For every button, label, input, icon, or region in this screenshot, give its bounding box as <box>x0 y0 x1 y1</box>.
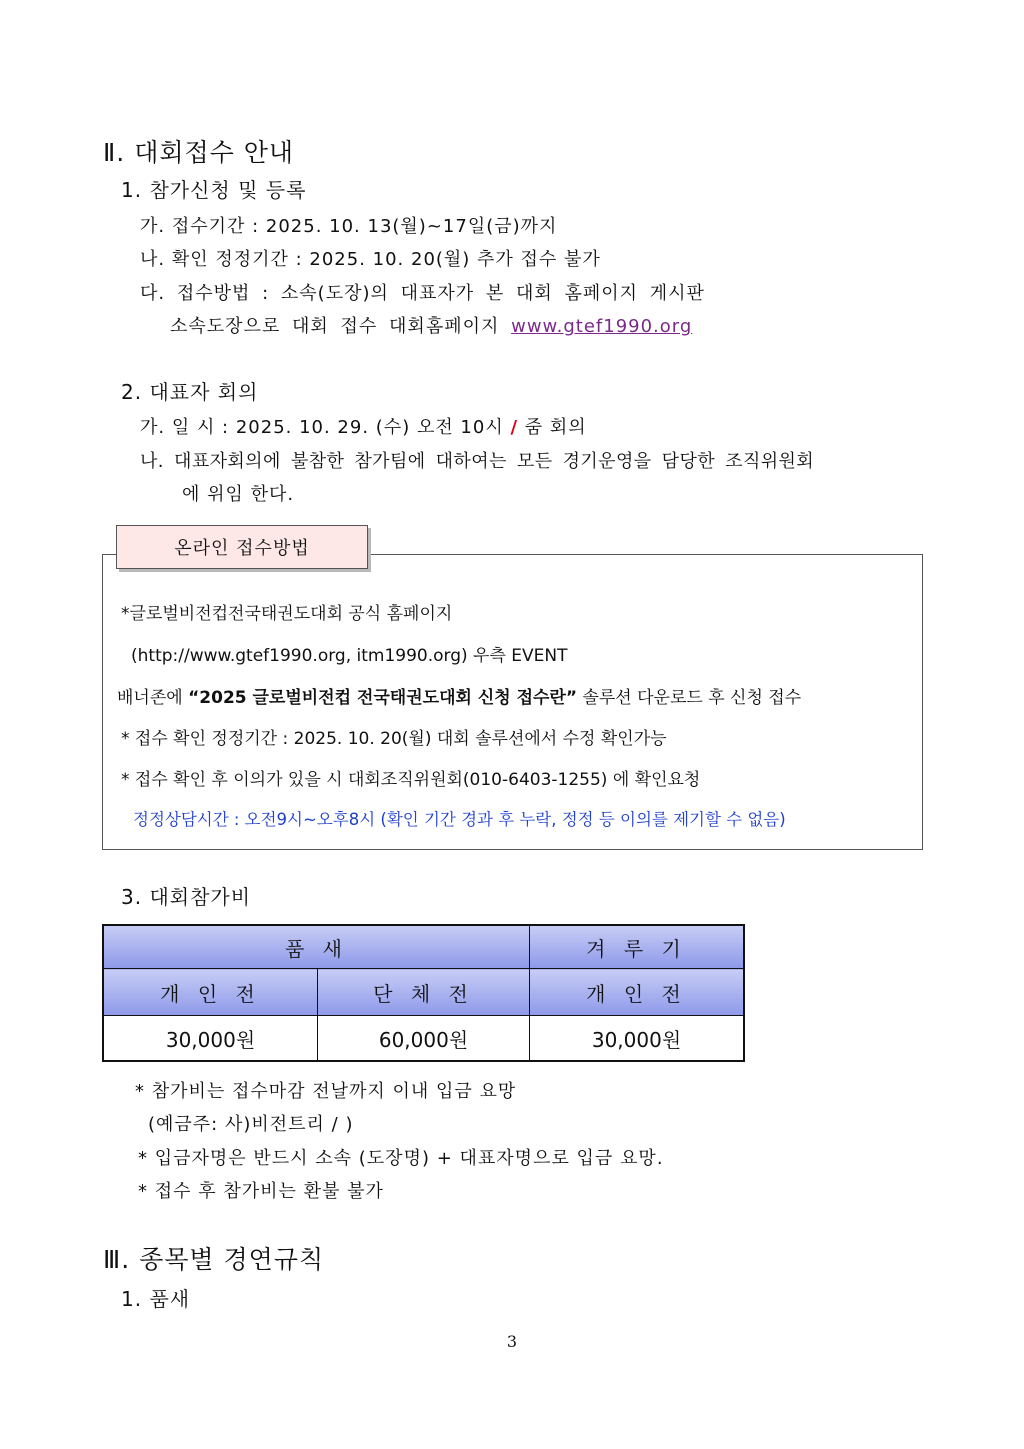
online-line-3-bold: “2025 글로벌비전컵 전국태권도대회 신청 접수란” <box>188 688 578 708</box>
fee-table <box>102 924 745 1062</box>
online-line-1: *글로벌비전컵전국태권도대회 공식 홈페이지 <box>121 604 453 624</box>
online-line-6: 정정상담시간 : 오전9시~오후8시 (확인 기간 경과 후 누락, 정정 등 이의를 제기할 수 없음) <box>133 810 786 829</box>
correction-period: 나. 확인 정정기간 : 2025. 10. 20(월) 추가 접수 불가 <box>140 249 601 270</box>
fee-note-1: * 참가비는 접수마감 전날까지 이내 입금 요망 <box>135 1081 517 1102</box>
reception-method-cont-text: 소속도장으로 대회 접수 대회홈페이지 <box>170 316 500 337</box>
meeting-datetime-text: 가. 일 시 : 2025. 10. 29. (수) 오전 10시 <box>140 417 504 438</box>
page-number: 3 <box>506 1332 518 1351</box>
online-line-2: (http://www.gtef1990.org, itm1990.org) 우측 EVENT <box>131 646 568 666</box>
fee-note-3: * 입금자명은 반드시 소속 (도장명) + 대표자명으로 입금 요망. <box>138 1148 664 1169</box>
fee-kyorugi: 30,000원 <box>530 1016 745 1062</box>
fee-individual: 30,000원 <box>103 1016 318 1062</box>
slash-separator: / <box>510 417 519 438</box>
reception-method: 다. 접수방법 : 소속(도장)의 대표자가 본 대회 홈페이지 게시판 <box>140 283 705 304</box>
online-line-3 <box>117 683 801 708</box>
section-3-item-1: 1. 품새 <box>121 1287 191 1311</box>
homepage-link[interactable]: www.gtef1990.org <box>511 316 693 337</box>
meeting-mode: 줌 회의 <box>524 417 587 438</box>
meeting-datetime <box>140 413 587 439</box>
online-line-5: * 접수 확인 후 이의가 있을 시 대회조직위원회(010-6403-1255) 에 확인요청 <box>121 770 701 790</box>
item-2-title: 2. 대표자 회의 <box>121 380 259 404</box>
fee-note-4: * 접수 후 참가비는 환불 불가 <box>138 1181 384 1202</box>
meeting-note-cont: 에 위임 한다. <box>182 484 295 505</box>
item-1-title: 1. 참가신청 및 등록 <box>121 178 307 202</box>
item-3-title: 3. 대회참가비 <box>121 885 252 909</box>
online-line-3-suffix: 솔루션 다운로드 후 신청 접수 <box>582 688 802 708</box>
section-2-title: Ⅱ. 대회접수 안내 <box>103 138 295 167</box>
header-individual: 개 인 전 <box>103 969 318 1016</box>
header-kyorugi: 겨 루 기 <box>530 925 745 969</box>
fee-team: 60,000원 <box>318 1016 530 1062</box>
online-method-tab: 온라인 접수방법 <box>116 525 368 569</box>
header-poomsae: 품 새 <box>103 925 530 969</box>
reception-method-cont <box>170 312 692 338</box>
reception-period: 가. 접수기간 : 2025. 10. 13(월)~17일(금)까지 <box>140 216 558 237</box>
meeting-note: 나. 대표자회의에 불참한 참가팀에 대하여는 모든 경기운영을 담당한 조직위원회 <box>140 451 815 472</box>
header-team: 단 체 전 <box>318 969 530 1016</box>
online-method-box <box>102 554 923 850</box>
online-line-4: * 접수 확인 정정기간 : 2025. 10. 20(월) 대회 솔루션에서 수정 확인가능 <box>121 729 667 749</box>
fee-note-2: (예금주: 사)비전트리 / ) <box>148 1114 354 1135</box>
header-kyorugi-individual: 개 인 전 <box>530 969 745 1016</box>
section-3-title: Ⅲ. 종목별 경연규칙 <box>103 1245 325 1274</box>
online-line-3-prefix: 배너존에 <box>117 688 183 708</box>
